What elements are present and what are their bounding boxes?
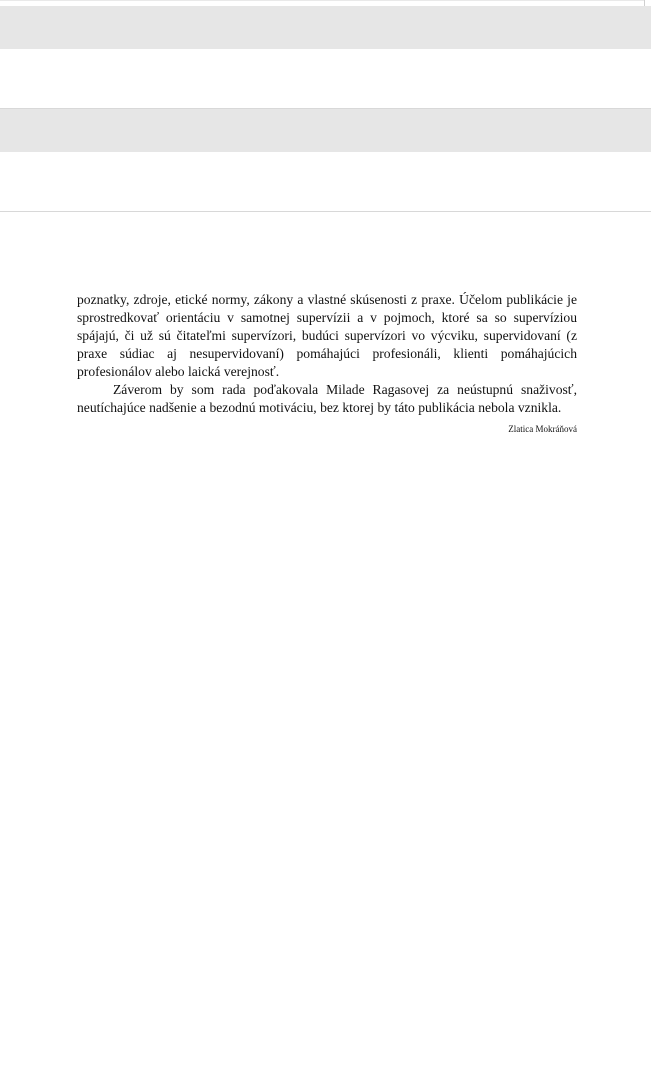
document-body (77, 291, 577, 435)
divider-line (0, 211, 651, 212)
secondary-band (0, 109, 651, 152)
header-band (0, 6, 651, 49)
paragraph: poznatky, zdroje, etické normy, zákony a vlastné skúsenosti z praxe. Účelom publikácie je sprostredkovať orientáciu v samotnej supervízii a v pojmoch, ktoré sa so supervíziou spájajú, či už sú čitateľmi supervízori, budúci supervízori vo výcviku, supervidovaní (z praxe súdiac aj nesupervidovaní) pomáhajúci profesionáli, klienti pomáhajúcich profesionálov alebo laická verejnosť. (77, 292, 577, 379)
author-signature: Zlatica Mokráňová (508, 424, 577, 434)
top-border-line (0, 0, 645, 1)
paragraph: Záverom by som rada poďakovala Milade Ragasovej za neústupnú snaživosť, neutíchajúce nadšenie a bezodnú motiváciu, bez ktorej by táto publikácia nebola vznikla. (77, 382, 577, 415)
